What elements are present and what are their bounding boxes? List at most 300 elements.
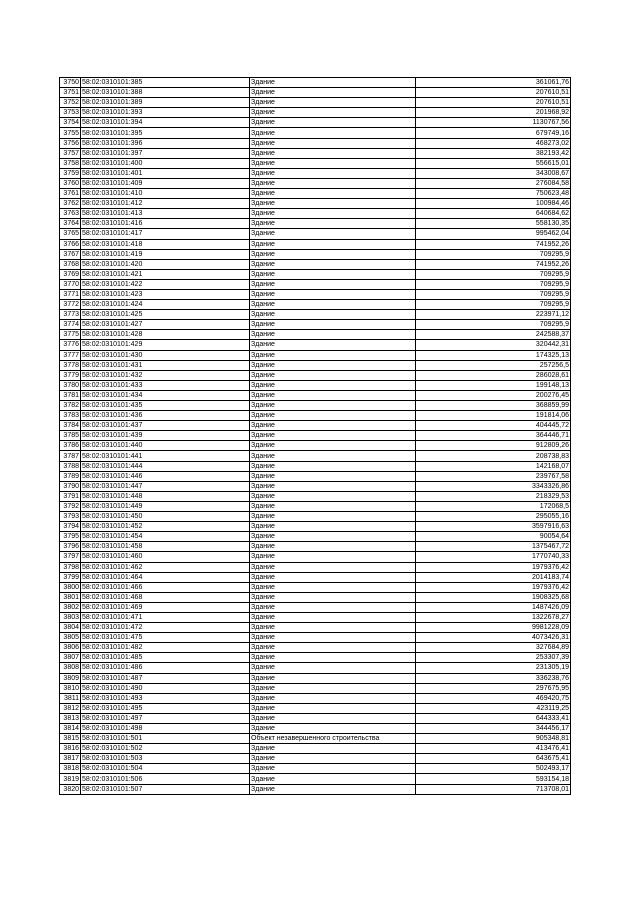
table-row	[60, 128, 571, 138]
cadastral-value-cell: 336238,76	[416, 673, 571, 683]
table-row	[60, 451, 571, 461]
table-row	[60, 108, 571, 118]
object-type-cell: Здание	[250, 199, 416, 209]
table-row	[60, 481, 571, 491]
table-row	[60, 340, 571, 350]
cadastral-value-cell: 1979376,42	[416, 562, 571, 572]
row-number-cell: 3751	[60, 88, 81, 98]
object-type-cell: Здание	[250, 421, 416, 431]
object-type-cell: Здание	[250, 178, 416, 188]
cadastral-value-cell: 404445,72	[416, 421, 571, 431]
table-row	[60, 300, 571, 310]
cadastral-value-cell: 709295,9	[416, 289, 571, 299]
row-number-cell: 3809	[60, 673, 81, 683]
row-number-cell: 3805	[60, 633, 81, 643]
cadastral-number-cell: 58:02:0310101:388	[81, 88, 250, 98]
table-row	[60, 78, 571, 88]
row-number-cell: 3767	[60, 249, 81, 259]
row-number-cell: 3761	[60, 189, 81, 199]
object-type-cell: Здание	[250, 269, 416, 279]
object-type-cell: Здание	[250, 289, 416, 299]
object-type-cell: Здание	[250, 512, 416, 522]
table-row	[60, 663, 571, 673]
table-row	[60, 532, 571, 542]
cadastral-number-cell: 58:02:0310101:420	[81, 259, 250, 269]
object-type-cell: Здание	[250, 249, 416, 259]
object-type-cell: Здание	[250, 118, 416, 128]
row-number-cell: 3816	[60, 744, 81, 754]
cadastral-value-cell: 257256,5	[416, 360, 571, 370]
table-row	[60, 512, 571, 522]
table-row	[60, 582, 571, 592]
row-number-cell: 3815	[60, 734, 81, 744]
row-number-cell: 3800	[60, 582, 81, 592]
table-row	[60, 421, 571, 431]
object-type-cell: Здание	[250, 168, 416, 178]
table-row	[60, 118, 571, 128]
object-type-cell: Здание	[250, 330, 416, 340]
object-type-cell: Здание	[250, 673, 416, 683]
cadastral-value-cell: 3343326,86	[416, 481, 571, 491]
row-number-cell: 3788	[60, 461, 81, 471]
object-type-cell: Здание	[250, 592, 416, 602]
cadastral-number-cell: 58:02:0310101:460	[81, 552, 250, 562]
table-row	[60, 158, 571, 168]
row-number-cell: 3778	[60, 360, 81, 370]
row-number-cell: 3820	[60, 784, 81, 794]
cadastral-value-cell: 368859,99	[416, 401, 571, 411]
cadastral-number-cell: 58:02:0310101:397	[81, 148, 250, 158]
cadastral-number-cell: 58:02:0310101:493	[81, 693, 250, 703]
object-type-cell: Здание	[250, 219, 416, 229]
object-type-cell: Здание	[250, 562, 416, 572]
table-row	[60, 279, 571, 289]
cadastral-value-cell: 679749,16	[416, 128, 571, 138]
cadastral-number-cell: 58:02:0310101:421	[81, 269, 250, 279]
row-number-cell: 3758	[60, 158, 81, 168]
row-number-cell: 3772	[60, 300, 81, 310]
cadastral-value-cell: 709295,9	[416, 249, 571, 259]
cadastral-number-cell: 58:02:0310101:498	[81, 724, 250, 734]
row-number-cell: 3795	[60, 532, 81, 542]
table-row	[60, 562, 571, 572]
cadastral-number-cell: 58:02:0310101:396	[81, 138, 250, 148]
row-number-cell: 3754	[60, 118, 81, 128]
table-row	[60, 673, 571, 683]
object-type-cell: Здание	[250, 451, 416, 461]
cadastral-value-cell: 423119,25	[416, 703, 571, 713]
cadastral-value-cell: 709295,9	[416, 269, 571, 279]
table-row	[60, 370, 571, 380]
row-number-cell: 3752	[60, 98, 81, 108]
cadastral-value-cell: 750623,48	[416, 189, 571, 199]
table-row	[60, 612, 571, 622]
cadastral-number-cell: 58:02:0310101:495	[81, 703, 250, 713]
object-type-cell: Здание	[250, 259, 416, 269]
table-row	[60, 724, 571, 734]
table-row	[60, 209, 571, 219]
object-type-cell: Здание	[250, 350, 416, 360]
object-type-cell: Здание	[250, 612, 416, 622]
row-number-cell: 3760	[60, 178, 81, 188]
row-number-cell: 3810	[60, 683, 81, 693]
row-number-cell: 3811	[60, 693, 81, 703]
table-row	[60, 360, 571, 370]
cadastral-number-cell: 58:02:0310101:507	[81, 784, 250, 794]
cadastral-value-cell: 172068,5	[416, 501, 571, 511]
object-type-cell: Здание	[250, 138, 416, 148]
row-number-cell: 3764	[60, 219, 81, 229]
cadastral-number-cell: 58:02:0310101:417	[81, 229, 250, 239]
cadastral-number-cell: 58:02:0310101:410	[81, 189, 250, 199]
cadastral-value-cell: 344456,17	[416, 724, 571, 734]
cadastral-number-cell: 58:02:0310101:449	[81, 501, 250, 511]
object-type-cell: Здание	[250, 532, 416, 542]
table-row	[60, 542, 571, 552]
cadastral-number-cell: 58:02:0310101:401	[81, 168, 250, 178]
table-row	[60, 784, 571, 794]
row-number-cell: 3775	[60, 330, 81, 340]
cadastral-number-cell: 58:02:0310101:425	[81, 310, 250, 320]
cadastral-number-cell: 58:02:0310101:424	[81, 300, 250, 310]
cadastral-value-cell: 276084,58	[416, 178, 571, 188]
object-type-cell: Здание	[250, 471, 416, 481]
cadastral-value-cell: 741952,26	[416, 259, 571, 269]
object-type-cell: Здание	[250, 189, 416, 199]
object-type-cell: Здание	[250, 360, 416, 370]
cadastral-value-cell: 201968,92	[416, 108, 571, 118]
object-type-cell: Здание	[250, 108, 416, 118]
table-row	[60, 259, 571, 269]
cadastral-value-cell: 382193,42	[416, 148, 571, 158]
table-row	[60, 522, 571, 532]
table-row	[60, 734, 571, 744]
cadastral-number-cell: 58:02:0310101:471	[81, 612, 250, 622]
cadastral-value-cell: 242588,37	[416, 330, 571, 340]
row-number-cell: 3797	[60, 552, 81, 562]
cadastral-value-cell: 253307,39	[416, 653, 571, 663]
cadastral-number-cell: 58:02:0310101:485	[81, 653, 250, 663]
table-row	[60, 310, 571, 320]
table-row	[60, 239, 571, 249]
cadastral-value-cell: 3597916,63	[416, 522, 571, 532]
row-number-cell: 3799	[60, 572, 81, 582]
object-type-cell: Здание	[250, 461, 416, 471]
cadastral-value-cell: 1979376,42	[416, 582, 571, 592]
cadastral-number-cell: 58:02:0310101:497	[81, 713, 250, 723]
row-number-cell: 3798	[60, 562, 81, 572]
cadastral-number-cell: 58:02:0310101:486	[81, 663, 250, 673]
cadastral-number-cell: 58:02:0310101:439	[81, 431, 250, 441]
object-type-cell: Здание	[250, 754, 416, 764]
cadastral-number-cell: 58:02:0310101:450	[81, 512, 250, 522]
row-number-cell: 3791	[60, 491, 81, 501]
cadastral-value-cell: 100984,46	[416, 199, 571, 209]
row-number-cell: 3803	[60, 612, 81, 622]
cadastral-value-cell: 327684,89	[416, 643, 571, 653]
cadastral-value-cell: 912809,26	[416, 441, 571, 451]
cadastral-value-cell: 741952,26	[416, 239, 571, 249]
table-row	[60, 623, 571, 633]
object-type-cell: Здание	[250, 501, 416, 511]
row-number-cell: 3804	[60, 623, 81, 633]
cadastral-number-cell: 58:02:0310101:504	[81, 764, 250, 774]
object-type-cell: Здание	[250, 320, 416, 330]
object-type-cell: Здание	[250, 279, 416, 289]
cadastral-number-cell: 58:02:0310101:418	[81, 239, 250, 249]
table-row	[60, 350, 571, 360]
cadastral-value-cell: 142168,07	[416, 461, 571, 471]
cadastral-value-cell: 208738,83	[416, 451, 571, 461]
row-number-cell: 3757	[60, 148, 81, 158]
object-type-cell: Здание	[250, 411, 416, 421]
cadastral-value-cell: 199148,13	[416, 380, 571, 390]
cadastral-number-cell: 58:02:0310101:464	[81, 572, 250, 582]
object-type-cell: Здание	[250, 491, 416, 501]
object-type-cell: Здание	[250, 663, 416, 673]
row-number-cell: 3802	[60, 602, 81, 612]
table-row	[60, 330, 571, 340]
row-number-cell: 3808	[60, 663, 81, 673]
table-row	[60, 249, 571, 259]
object-type-cell: Здание	[250, 441, 416, 451]
cadastral-number-cell: 58:02:0310101:416	[81, 219, 250, 229]
table-row	[60, 764, 571, 774]
row-number-cell: 3793	[60, 512, 81, 522]
row-number-cell: 3762	[60, 199, 81, 209]
cadastral-value-cell: 191814,06	[416, 411, 571, 421]
cadastral-value-cell: 709295,9	[416, 320, 571, 330]
cadastral-number-cell: 58:02:0310101:428	[81, 330, 250, 340]
row-number-cell: 3806	[60, 643, 81, 653]
cadastral-number-cell: 58:02:0310101:422	[81, 279, 250, 289]
row-number-cell: 3750	[60, 78, 81, 88]
row-number-cell: 3765	[60, 229, 81, 239]
cadastral-number-cell: 58:02:0310101:389	[81, 98, 250, 108]
cadastral-value-cell: 709295,9	[416, 279, 571, 289]
object-type-cell: Здание	[250, 582, 416, 592]
table-row	[60, 643, 571, 653]
row-number-cell: 3818	[60, 764, 81, 774]
cadastral-number-cell: 58:02:0310101:466	[81, 582, 250, 592]
cadastral-value-cell: 286028,61	[416, 370, 571, 380]
table-row	[60, 653, 571, 663]
cadastral-number-cell: 58:02:0310101:400	[81, 158, 250, 168]
cadastral-value-cell: 2014183,74	[416, 572, 571, 582]
cadastral-value-cell: 207610,51	[416, 88, 571, 98]
cadastral-value-cell: 556615,01	[416, 158, 571, 168]
table-row	[60, 744, 571, 754]
row-number-cell: 3768	[60, 259, 81, 269]
cadastral-number-cell: 58:02:0310101:434	[81, 390, 250, 400]
table-row	[60, 602, 571, 612]
row-number-cell: 3807	[60, 653, 81, 663]
cadastral-value-cell: 905348,81	[416, 734, 571, 744]
cadastral-number-cell: 58:02:0310101:446	[81, 471, 250, 481]
object-type-cell: Здание	[250, 744, 416, 754]
table-row	[60, 501, 571, 511]
row-number-cell: 3755	[60, 128, 81, 138]
row-number-cell: 3794	[60, 522, 81, 532]
row-number-cell: 3773	[60, 310, 81, 320]
row-number-cell: 3777	[60, 350, 81, 360]
row-number-cell: 3756	[60, 138, 81, 148]
cadastral-number-cell: 58:02:0310101:454	[81, 532, 250, 542]
row-number-cell: 3790	[60, 481, 81, 491]
cadastral-number-cell: 58:02:0310101:429	[81, 340, 250, 350]
object-type-cell: Здание	[250, 481, 416, 491]
cadastral-value-cell: 223971,12	[416, 310, 571, 320]
table-row	[60, 431, 571, 441]
object-type-cell: Здание	[250, 209, 416, 219]
cadastral-number-cell: 58:02:0310101:409	[81, 178, 250, 188]
object-type-cell: Здание	[250, 98, 416, 108]
row-number-cell: 3776	[60, 340, 81, 350]
table-row	[60, 703, 571, 713]
cadastral-number-cell: 58:02:0310101:419	[81, 249, 250, 259]
cadastral-value-cell: 297675,95	[416, 683, 571, 693]
table-row	[60, 572, 571, 582]
cadastral-number-cell: 58:02:0310101:462	[81, 562, 250, 572]
cadastral-value-cell: 995462,04	[416, 229, 571, 239]
object-type-cell: Здание	[250, 390, 416, 400]
object-type-cell: Здание	[250, 522, 416, 532]
table-row	[60, 98, 571, 108]
row-number-cell: 3753	[60, 108, 81, 118]
cadastral-number-cell: 58:02:0310101:448	[81, 491, 250, 501]
cadastral-number-cell: 58:02:0310101:447	[81, 481, 250, 491]
table-row	[60, 471, 571, 481]
cadastral-number-cell: 58:02:0310101:490	[81, 683, 250, 693]
row-number-cell: 3779	[60, 370, 81, 380]
cadastral-number-cell: 58:02:0310101:502	[81, 744, 250, 754]
object-type-cell: Объект незавершенного строительства	[250, 734, 416, 744]
cadastral-number-cell: 58:02:0310101:469	[81, 602, 250, 612]
cadastral-number-cell: 58:02:0310101:432	[81, 370, 250, 380]
table-row	[60, 390, 571, 400]
cadastral-value-cell: 364446,71	[416, 431, 571, 441]
cadastral-value-cell: 1322678,27	[416, 612, 571, 622]
table-row	[60, 178, 571, 188]
cadastral-value-cell: 90054,64	[416, 532, 571, 542]
cadastral-value-cell: 643675,41	[416, 754, 571, 764]
cadastral-value-cell: 413476,41	[416, 744, 571, 754]
table-row	[60, 713, 571, 723]
row-number-cell: 3759	[60, 168, 81, 178]
table-row	[60, 411, 571, 421]
table-body	[60, 78, 571, 795]
row-number-cell: 3817	[60, 754, 81, 764]
object-type-cell: Здание	[250, 542, 416, 552]
object-type-cell: Здание	[250, 158, 416, 168]
row-number-cell: 3801	[60, 592, 81, 602]
row-number-cell: 3785	[60, 431, 81, 441]
row-number-cell: 3787	[60, 451, 81, 461]
table-row	[60, 380, 571, 390]
cadastral-value-cell: 640684,62	[416, 209, 571, 219]
table-row	[60, 168, 571, 178]
cadastral-number-cell: 58:02:0310101:430	[81, 350, 250, 360]
cadastral-number-cell: 58:02:0310101:435	[81, 401, 250, 411]
table-row	[60, 229, 571, 239]
cadastral-value-cell: 174325,13	[416, 350, 571, 360]
table-row	[60, 148, 571, 158]
row-number-cell: 3812	[60, 703, 81, 713]
row-number-cell: 3763	[60, 209, 81, 219]
object-type-cell: Здание	[250, 774, 416, 784]
row-number-cell: 3771	[60, 289, 81, 299]
object-type-cell: Здание	[250, 683, 416, 693]
cadastral-number-cell: 58:02:0310101:501	[81, 734, 250, 744]
table-row	[60, 189, 571, 199]
row-number-cell: 3780	[60, 380, 81, 390]
cadastral-value-cell: 1487426,09	[416, 602, 571, 612]
row-number-cell: 3784	[60, 421, 81, 431]
cadastral-number-cell: 58:02:0310101:475	[81, 633, 250, 643]
object-type-cell: Здание	[250, 380, 416, 390]
row-number-cell: 3789	[60, 471, 81, 481]
cadastral-value-cell: 361061,76	[416, 78, 571, 88]
object-type-cell: Здание	[250, 633, 416, 643]
object-type-cell: Здание	[250, 128, 416, 138]
table-row	[60, 401, 571, 411]
row-number-cell: 3814	[60, 724, 81, 734]
object-type-cell: Здание	[250, 643, 416, 653]
object-type-cell: Здание	[250, 653, 416, 663]
object-type-cell: Здание	[250, 229, 416, 239]
object-type-cell: Здание	[250, 300, 416, 310]
cadastral-number-cell: 58:02:0310101:468	[81, 592, 250, 602]
cadastral-number-cell: 58:02:0310101:385	[81, 78, 250, 88]
table-row	[60, 88, 571, 98]
table-row	[60, 441, 571, 451]
cadastral-value-cell: 295055,16	[416, 512, 571, 522]
cadastral-number-cell: 58:02:0310101:395	[81, 128, 250, 138]
cadastral-value-cell: 9981228,09	[416, 623, 571, 633]
table-row	[60, 320, 571, 330]
table-row	[60, 683, 571, 693]
cadastral-value-cell: 231305,19	[416, 663, 571, 673]
table-row	[60, 491, 571, 501]
cadastral-value-cell: 1375467,72	[416, 542, 571, 552]
object-type-cell: Здание	[250, 148, 416, 158]
cadastral-value-cell: 200276,45	[416, 390, 571, 400]
cadastral-value-cell: 343008,67	[416, 168, 571, 178]
row-number-cell: 3766	[60, 239, 81, 249]
row-number-cell: 3796	[60, 542, 81, 552]
object-type-cell: Здание	[250, 340, 416, 350]
table-row	[60, 461, 571, 471]
cadastral-value-cell: 469420,75	[416, 693, 571, 703]
row-number-cell: 3792	[60, 501, 81, 511]
row-number-cell: 3781	[60, 390, 81, 400]
cadastral-number-cell: 58:02:0310101:503	[81, 754, 250, 764]
cadastral-number-cell: 58:02:0310101:487	[81, 673, 250, 683]
cadastral-number-cell: 58:02:0310101:413	[81, 209, 250, 219]
table-row	[60, 289, 571, 299]
cadastral-value-cell: 558130,35	[416, 219, 571, 229]
row-number-cell: 3786	[60, 441, 81, 451]
cadastral-number-cell: 58:02:0310101:393	[81, 108, 250, 118]
cadastral-number-cell: 58:02:0310101:412	[81, 199, 250, 209]
cadastral-value-cell: 239767,58	[416, 471, 571, 481]
row-number-cell: 3774	[60, 320, 81, 330]
cadastral-number-cell: 58:02:0310101:427	[81, 320, 250, 330]
cadastral-value-cell: 1770740,33	[416, 552, 571, 562]
cadastral-value-cell: 218329,53	[416, 491, 571, 501]
object-type-cell: Здание	[250, 693, 416, 703]
object-type-cell: Здание	[250, 713, 416, 723]
